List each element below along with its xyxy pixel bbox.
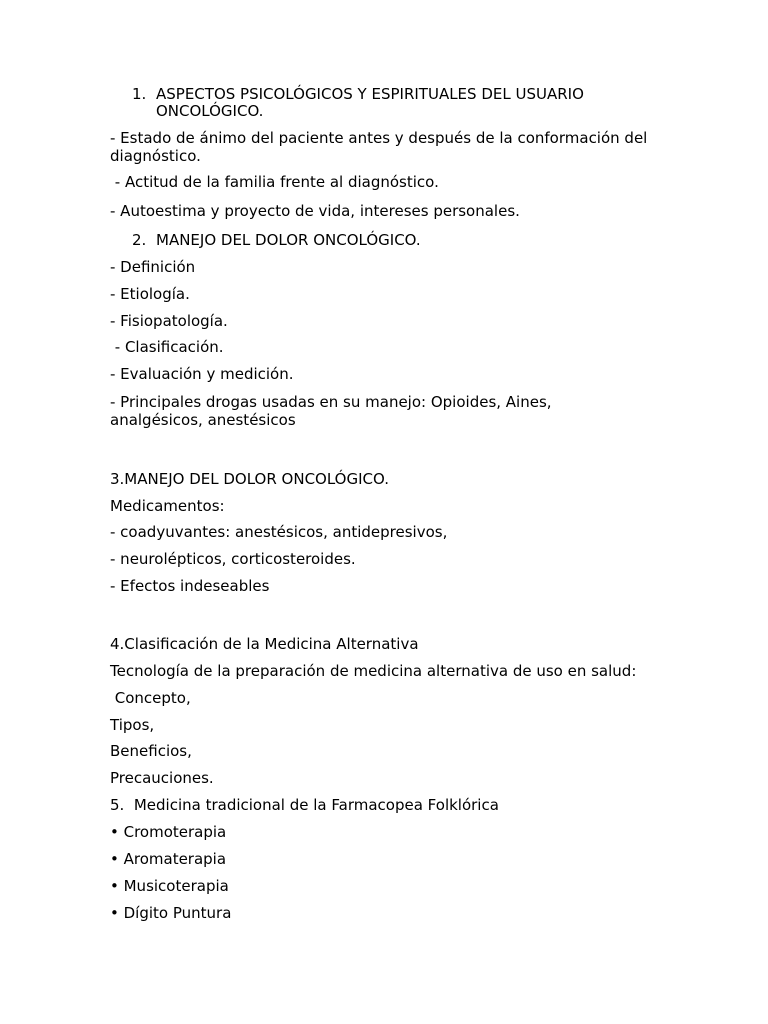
- section-2-item-3: - Fisiopatología.: [110, 312, 228, 330]
- section-1-title: ASPECTOS PSICOLÓGICOS Y ESPIRITUALES DEL USUARIO ONCOLÓGICO.: [156, 85, 584, 120]
- section-2-title: MANEJO DEL DOLOR ONCOLÓGICO.: [156, 231, 421, 249]
- section-4-item-3: Tipos,: [110, 716, 155, 734]
- section-4-item-5: Precauciones.: [110, 769, 214, 787]
- section-2-item-4: - Clasificación.: [110, 338, 224, 356]
- section-5-item-3: • Musicoterapia: [110, 877, 229, 895]
- section-2-item-2: - Etiología.: [110, 285, 190, 303]
- section-1-item-2: - Actitud de la familia frente al diagnóstico.: [110, 173, 439, 191]
- section-2-item-1: - Definición: [110, 258, 196, 276]
- section-3-item-3: - neurolépticos, corticosteroides.: [110, 550, 356, 568]
- section-3-item-2: - coadyuvantes: anestésicos, antidepresivos,: [110, 523, 448, 541]
- section-1-item-1: - Estado de ánimo del paciente antes y después de la conformación del diagnóstico.: [110, 129, 648, 165]
- section-4-title: 4.Clasificación de la Medicina Alternativa: [110, 635, 419, 653]
- section-1-item-3: - Autoestima y proyecto de vida, intereses personales.: [110, 202, 520, 220]
- section-4-item-4: Beneficios,: [110, 742, 192, 760]
- section-4-item-1: Tecnología de la preparación de medicina alternativa de uso en salud:: [110, 662, 637, 680]
- section-2-item-6: - Principales drogas usadas en su manejo: Opioides, Aines, analgésicos, anestésicos: [110, 393, 552, 429]
- section-3-item-4: - Efectos indeseables: [110, 577, 270, 595]
- section-3-title: 3.MANEJO DEL DOLOR ONCOLÓGICO.: [110, 470, 389, 488]
- section-5-item-1: • Cromoterapia: [110, 823, 227, 841]
- section-5-item-4: • Dígito Puntura: [110, 904, 232, 922]
- section-5-title: 5. Medicina tradicional de la Farmacopea Folklórica: [110, 796, 499, 814]
- section-4-item-2: Concepto,: [110, 689, 191, 707]
- section-2-item-5: - Evaluación y medición.: [110, 365, 294, 383]
- section-3-item-1: Medicamentos:: [110, 497, 225, 515]
- section-5-item-2: • Aromaterapia: [110, 850, 227, 868]
- section-2-number: 2.: [132, 231, 147, 249]
- section-1-number: 1.: [132, 85, 147, 103]
